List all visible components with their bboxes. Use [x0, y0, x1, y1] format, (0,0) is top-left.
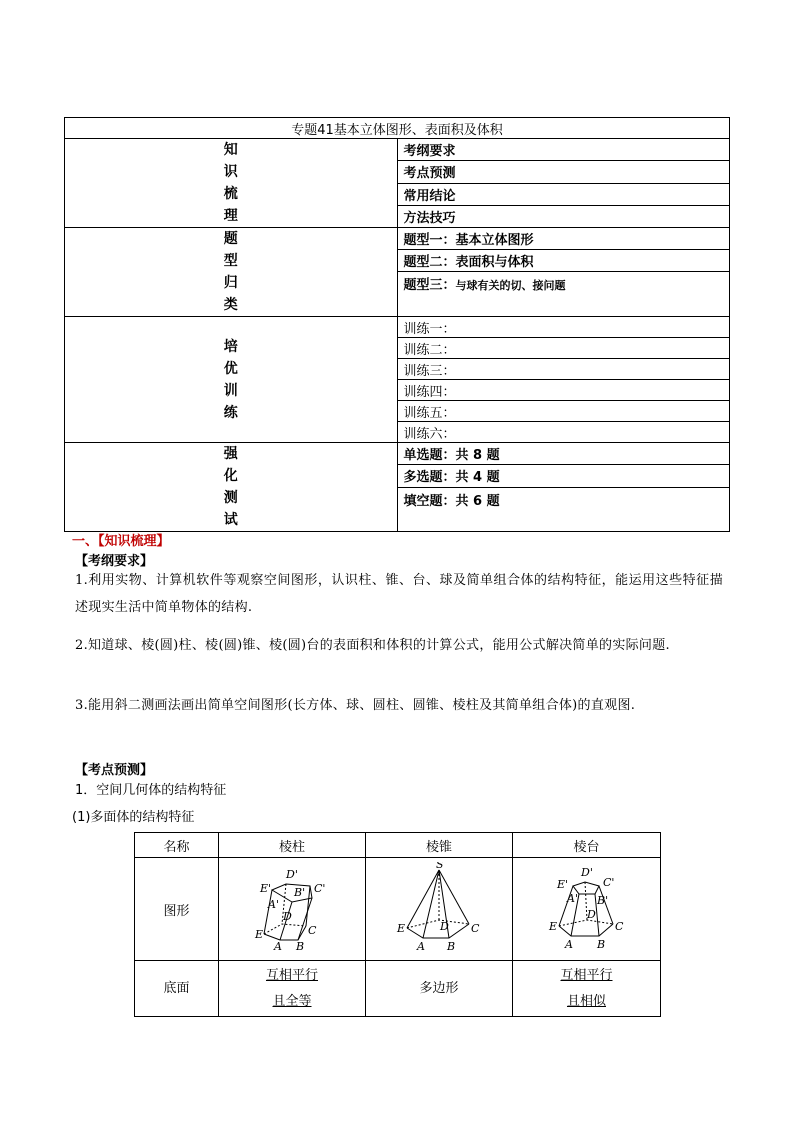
outline-item[interactable]: 训练五： [397, 401, 730, 422]
label-frustum-C: C [614, 920, 623, 933]
outline-item[interactable]: 训练六： [397, 422, 730, 443]
label-frustum-C1: C' [602, 876, 614, 889]
label-pyramid-S: S [436, 862, 444, 871]
outline-item[interactable]: 方法技巧 [397, 205, 730, 227]
outline-item-prefix: 题型三： [403, 277, 456, 293]
outline-item[interactable]: 训练二： [397, 338, 730, 359]
label-frustum-E1: E' [556, 878, 568, 891]
frustum-base-line-1: 互相平行 [560, 967, 613, 983]
label-prism-C1: C' [314, 882, 326, 895]
outline-table [64, 117, 730, 532]
outline-item[interactable]: 训练四： [397, 380, 730, 401]
label-prism-C: C [308, 924, 317, 937]
header-prism: 棱柱 [219, 833, 366, 858]
row-label-base: 底面 [135, 961, 219, 1017]
label-prism-A: A [274, 940, 282, 952]
outline-title: 专题41基本立体图形、表面积及体积 [65, 118, 730, 139]
point-1: 1．空间几何体的结构特征 [75, 783, 227, 798]
outline-item[interactable]: 题型一：基本立体图形 [397, 228, 730, 250]
label-prism-B1: B' [294, 886, 306, 899]
pyramid-figure [366, 858, 513, 961]
label-prism-E: E [255, 928, 264, 941]
outline-item[interactable]: 题型二：表面积与体积 [397, 249, 730, 271]
header-name: 名称 [135, 833, 219, 858]
point-1-1: (1)多面体的结构特征 [72, 810, 195, 825]
label-frustum-A1: A' [566, 892, 578, 905]
outline-item[interactable] [397, 271, 730, 316]
requirement-2: 2.知道球、棱(圆)柱、棱(圆)锥、棱(圆)台的表面积和体积的计算公式，能用公式解决简单的实际问题. [75, 638, 670, 653]
frustum-base [513, 961, 661, 1017]
pyramid-diagram [389, 862, 489, 952]
label-pyramid-C: C [471, 922, 480, 935]
pyramid-base: 多边形 [366, 961, 513, 1017]
header-pyramid: 棱锥 [366, 833, 513, 858]
label-prism-D1: D' [286, 868, 298, 881]
prism-base-line-1: 互相平行 [265, 967, 318, 983]
header-frustum: 棱台 [513, 833, 661, 858]
exam-requirements-heading: 【考纲要求】 [75, 554, 154, 569]
prism-figure [219, 858, 366, 961]
outline-item[interactable]: 多选题：共 4 题 [397, 465, 730, 487]
frustum-figure [513, 858, 661, 961]
label-pyramid-A: A [417, 940, 425, 952]
requirement-3: 3.能用斜二测画法画出简单空间图形(长方体、球、圆柱、圆锥、棱柱及其简单组合体)的直观图. [75, 698, 636, 713]
category-test: 强 化 测 试 [65, 443, 398, 532]
outline-item[interactable]: 考点预测 [397, 161, 730, 183]
polyhedron-table [134, 832, 661, 1017]
label-prism-E1: E' [260, 882, 272, 895]
outline-item-rest: 与球有关的切、接问题 [455, 278, 566, 292]
section-title: 一、【知识梳理】 [72, 534, 170, 549]
label-frustum-D: D [586, 908, 596, 921]
label-frustum-D1: D' [580, 866, 593, 879]
category-question-types: 题 型 归 类 [65, 228, 398, 317]
label-pyramid-D: D [440, 920, 449, 933]
outline-item[interactable]: 常用结论 [397, 183, 730, 205]
row-label-figure: 图形 [135, 858, 219, 961]
prism-base [219, 961, 366, 1017]
label-frustum-B: B [596, 938, 605, 951]
label-frustum-A: A [564, 938, 573, 951]
label-frustum-E: E [548, 920, 557, 933]
outline-item[interactable]: 单选题：共 8 题 [397, 443, 730, 465]
label-prism-A1: A' [268, 898, 279, 911]
label-prism-B: B [296, 940, 305, 952]
category-training: 培 优 训 练 [65, 317, 398, 443]
forecast-heading: 【考点预测】 [75, 763, 154, 778]
outline-item[interactable]: 训练一： [397, 317, 730, 338]
label-prism-D: D [283, 910, 292, 923]
requirement-1: 1.利用实物、计算机软件等观察空间图形，认识柱、锥、台、球及简单组合体的结构特征，能运用这些特征描述现实生活中简单物体的结构. [75, 573, 723, 615]
prism-diagram [242, 862, 342, 952]
label-frustum-B1: B' [596, 894, 608, 907]
label-pyramid-E: E [397, 922, 406, 935]
frustum-diagram [537, 862, 637, 952]
outline-item[interactable]: 训练三： [397, 359, 730, 380]
outline-item[interactable]: 填空题：共 6 题 [397, 487, 730, 532]
prism-base-line-2: 且全等 [272, 993, 312, 1009]
label-pyramid-B: B [447, 940, 456, 952]
category-knowledge: 知 识 梳 理 [65, 139, 398, 228]
outline-item[interactable]: 考纲要求 [397, 139, 730, 161]
frustum-base-line-2: 且相似 [566, 993, 606, 1009]
